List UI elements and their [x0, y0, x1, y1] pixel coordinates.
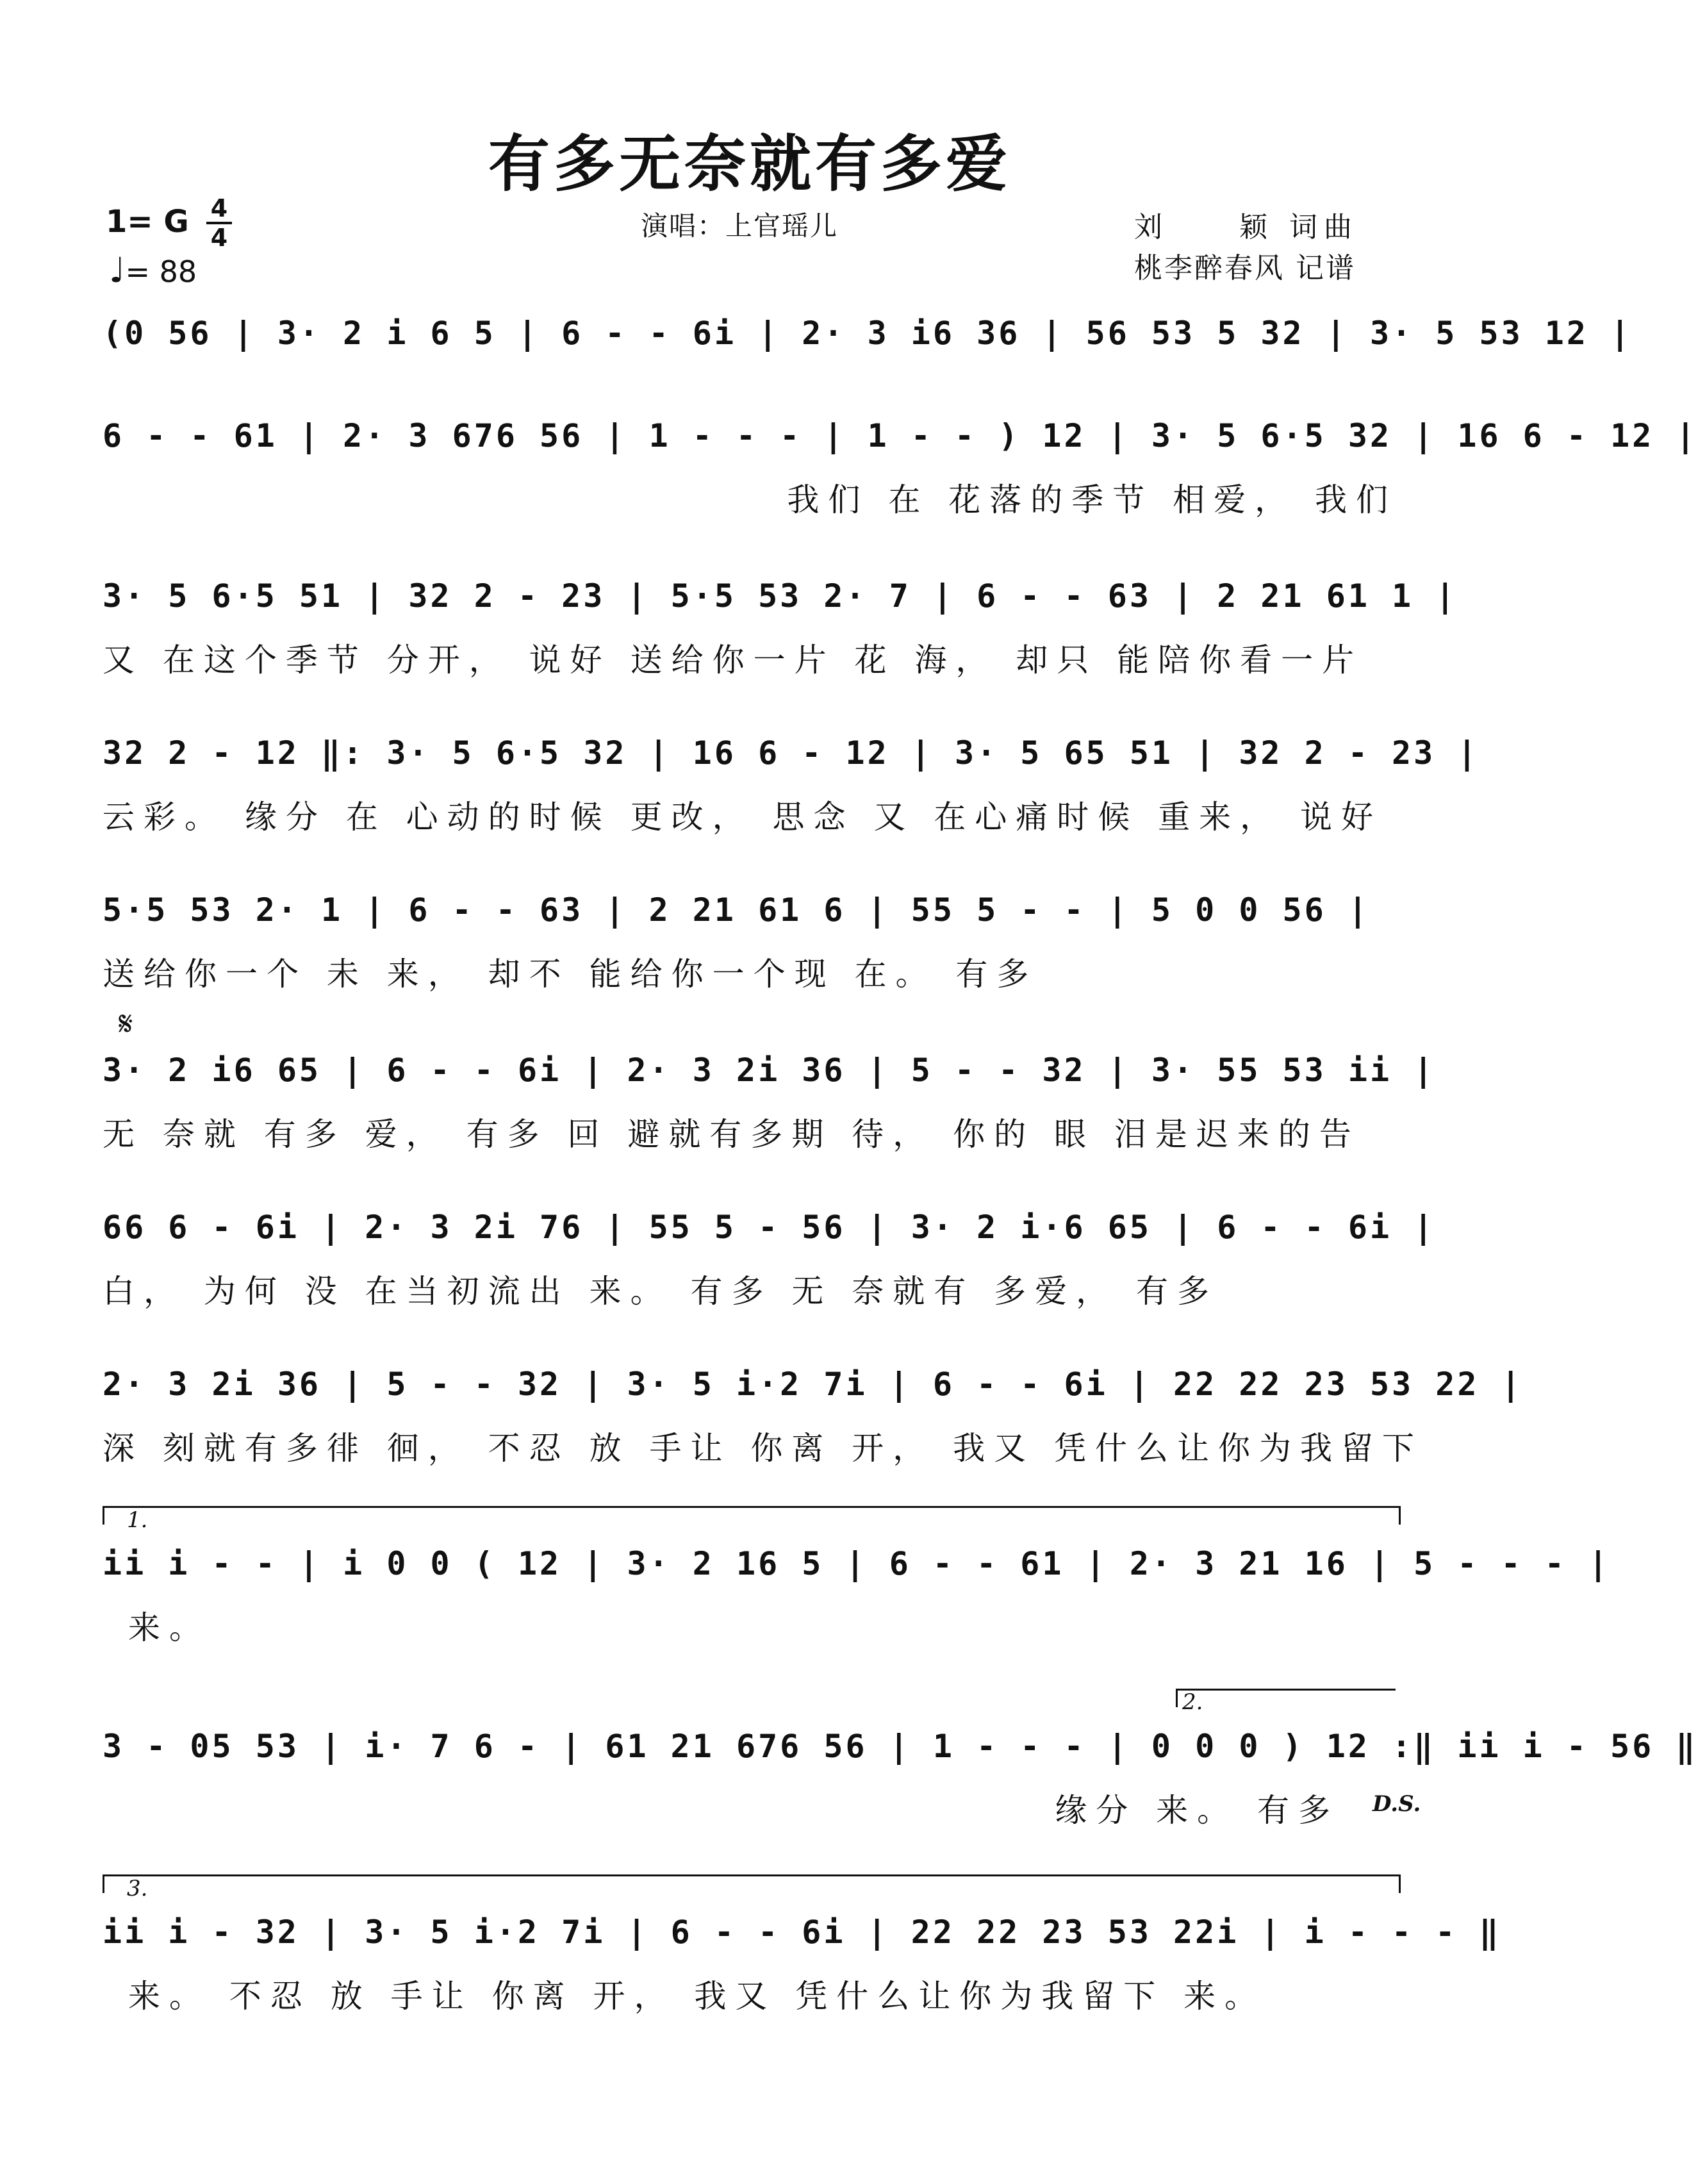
time-signature	[206, 196, 232, 250]
ending-3-label: 3.	[127, 1876, 148, 1901]
tempo-value: = 88	[125, 254, 197, 289]
song-title: 有多无奈就有多爱	[488, 128, 1011, 200]
ending-3-bracket	[103, 1874, 1401, 1893]
note-line: ii i - - | i 0 0 ( 12 | 3· 2 16 5 | 6 - - 61 | 2· 3 21 16 | 5 - - - |	[103, 1545, 1611, 1582]
note-line: 3· 2 i6 65 | 6 - - 6i | 2· 3 2i 36 | 5 - - 32 | 3· 55 53 ii |	[103, 1052, 1436, 1089]
key-signature: 1= G	[106, 204, 189, 240]
lyric-line: 云彩。 缘分 在 心动的时候 更改， 思念 又 在心痛时候 重来， 说好	[103, 798, 1383, 836]
lyric-line: 我们 在 花落的季节 相爱， 我们	[787, 481, 1397, 518]
note-line: 5·5 53 2· 1 | 6 - - 63 | 2 21 61 6 | 55 5 - - | 5 0 0 56 |	[103, 891, 1370, 929]
note-line: 66 6 - 6i | 2· 3 2i 76 | 55 5 - 56 | 3· 2 i·6 65 | 6 - - 6i |	[103, 1209, 1436, 1246]
note-line: 32 2 - 12 ‖: 3· 5 6·5 32 | 16 6 - 12 | 3· 5 65 51 | 32 2 - 23 |	[103, 734, 1480, 772]
note-line: 3· 5 6·5 51 | 32 2 - 23 | 5·5 53 2· 7 | 6 - - 63 | 2 21 61 1 |	[103, 577, 1458, 615]
ending-1-bracket	[103, 1506, 1401, 1525]
note-line: 2· 3 2i 36 | 5 - - 32 | 3· 5 i·2 7i | 6 - - 6i | 22 22 23 53 22 |	[103, 1366, 1523, 1403]
lyricist-role: 词曲	[1289, 211, 1358, 244]
ending-2-bracket	[1176, 1689, 1396, 1707]
note-line: ii i - 32 | 3· 5 i·2 7i | 6 - - 6i | 22 22 23 53 22i | i - - - ‖	[103, 1914, 1501, 1951]
lyric-line: 缘分 来。 有多	[1055, 1792, 1339, 1829]
lyric-line: 来。	[128, 1609, 210, 1646]
ending-1-label: 1.	[127, 1507, 148, 1533]
lyricist-name-2: 颖	[1239, 211, 1274, 244]
tempo-marking	[109, 250, 197, 290]
transcriber-credit: 桃李醉春风 记谱	[1134, 252, 1356, 285]
lyricist-credit	[1134, 204, 1358, 245]
meter-top: 4	[210, 194, 228, 222]
segno-sign: 𝄋	[119, 1005, 133, 1043]
singer-credit: 演唱：上官瑶儿	[641, 210, 839, 242]
ds-marking: D.S.	[1372, 1791, 1421, 1817]
lyric-line: 白， 为何 没 在当初流出 来。 有多 无 奈就有 多爱， 有多	[103, 1273, 1219, 1310]
lyric-line: 无 奈就 有多 爱， 有多 回 避就有多期 待， 你的 眼 泪是迟来的告	[103, 1116, 1360, 1153]
lyric-line: 送给你一个 未 来， 却不 能给你一个现 在。 有多	[103, 956, 1038, 993]
lyric-line: 来。 不忍 放 手让 你离 开， 我又 凭什么让你为我留下 来。	[128, 1978, 1266, 2015]
lyric-line: 又 在这个季节 分开， 说好 送给你一片 花 海， 却只 能陪你看一片	[103, 641, 1364, 679]
ending-2-label: 2.	[1182, 1689, 1203, 1715]
note-line: (0 56 | 3· 2 i 6 5 | 6 - - 6i | 2· 3 i6 36 | 56 53 5 32 | 3· 5 53 12 |	[103, 315, 1633, 352]
quarter-note-icon: ♩	[109, 250, 126, 290]
meter-bottom: 4	[210, 224, 228, 252]
lyric-line: 深 刻就有多徘 徊， 不忍 放 手让 你离 开， 我又 凭什么让你为我留下	[103, 1430, 1424, 1467]
note-line: 6 - - 61 | 2· 3 676 56 | 1 - - - | 1 - - ) 12 | 3· 5 6·5 32 | 16 6 - 12 |	[103, 417, 1698, 454]
lyricist-name-1: 刘	[1134, 211, 1169, 244]
note-line: 3 - 05 53 | i· 7 6 - | 61 21 676 56 | 1 - - - | 0 0 0 ) 12 :‖ ii i - 56 ‖	[103, 1728, 1698, 1765]
